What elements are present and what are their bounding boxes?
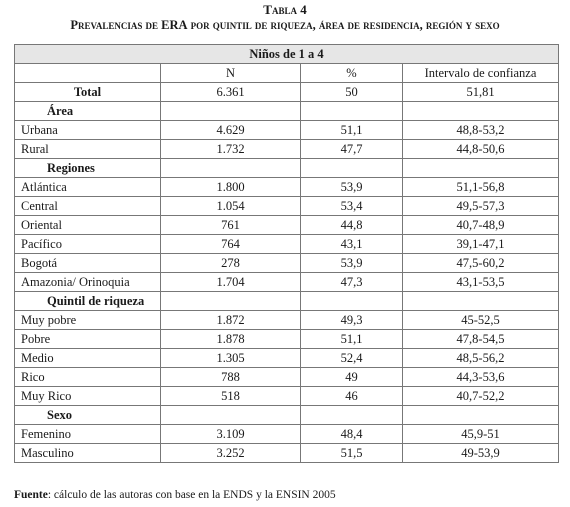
ci-cell: [403, 102, 559, 121]
group-header-row: [15, 45, 559, 64]
row-label-cell: Masculino: [15, 444, 161, 463]
row-label-cell: Pacífico: [15, 235, 161, 254]
percent-cell: 52,4: [301, 349, 403, 368]
table-row: [15, 444, 559, 463]
percent-cell: 47,7: [301, 140, 403, 159]
n-cell: 518: [161, 387, 301, 406]
section-header-row: [15, 406, 559, 425]
row-label-cell: Central: [15, 197, 161, 216]
percent-cell: 44,8: [301, 216, 403, 235]
ci-cell: [403, 292, 559, 311]
section-header-row: [15, 102, 559, 121]
ci-cell: 40,7-48,9: [403, 216, 559, 235]
group-header: Niños de 1 a 4: [15, 45, 559, 64]
column-header-empty: [15, 64, 161, 83]
ci-cell: [403, 406, 559, 425]
row-label-cell: Medio: [15, 349, 161, 368]
table-row: [15, 387, 559, 406]
ci-cell: 40,7-52,2: [403, 387, 559, 406]
n-cell: [161, 292, 301, 311]
source-note: [14, 489, 336, 501]
table-row: [15, 235, 559, 254]
ci-cell: 48,5-56,2: [403, 349, 559, 368]
percent-cell: 51,1: [301, 330, 403, 349]
source-label: Fuente: [14, 489, 48, 501]
n-cell: 6.361: [161, 83, 301, 102]
table-row: [15, 330, 559, 349]
row-label-cell: Amazonia/ Orinoquia: [15, 273, 161, 292]
n-cell: 1.800: [161, 178, 301, 197]
table-row: [15, 425, 559, 444]
table-row: [15, 368, 559, 387]
table-number: Tabla 4: [263, 2, 307, 17]
percent-cell: 53,9: [301, 178, 403, 197]
table-row: [15, 273, 559, 292]
row-label-cell: Área: [15, 102, 161, 121]
row-label-cell: Oriental: [15, 216, 161, 235]
n-cell: 1.878: [161, 330, 301, 349]
n-cell: 278: [161, 254, 301, 273]
n-cell: 3.252: [161, 444, 301, 463]
percent-cell: 53,9: [301, 254, 403, 273]
table-row: [15, 178, 559, 197]
percent-cell: 51,5: [301, 444, 403, 463]
row-label-cell: Quintil de riqueza: [15, 292, 161, 311]
row-label-cell: Regiones: [15, 159, 161, 178]
subtitle-part-c: por quintil de riqueza, área de residencia, región y sexo: [187, 18, 500, 32]
ci-cell: 51,81: [403, 83, 559, 102]
table-caption: [0, 3, 570, 33]
percent-cell: 50: [301, 83, 403, 102]
row-label-cell: Bogotá: [15, 254, 161, 273]
row-label-cell: Atlántica: [15, 178, 161, 197]
ci-cell: 45-52,5: [403, 311, 559, 330]
percent-cell: 43,1: [301, 235, 403, 254]
percent-cell: 53,4: [301, 197, 403, 216]
percent-cell: [301, 406, 403, 425]
percent-cell: 51,1: [301, 121, 403, 140]
ci-cell: [403, 159, 559, 178]
percent-cell: 47,3: [301, 273, 403, 292]
n-cell: 788: [161, 368, 301, 387]
percent-cell: 48,4: [301, 425, 403, 444]
percent-cell: [301, 159, 403, 178]
table-row: [15, 311, 559, 330]
percent-cell: 49,3: [301, 311, 403, 330]
n-cell: [161, 406, 301, 425]
section-header-row: [15, 292, 559, 311]
ci-cell: 43,1-53,5: [403, 273, 559, 292]
percent-cell: [301, 102, 403, 121]
percent-cell: 46: [301, 387, 403, 406]
column-header-percent: %: [301, 64, 403, 83]
subtitle-part-a: Prevalencias de: [70, 18, 162, 32]
n-cell: 1.872: [161, 311, 301, 330]
ci-cell: 45,9-51: [403, 425, 559, 444]
percent-cell: 49: [301, 368, 403, 387]
total-row: [15, 83, 559, 102]
row-label-cell: Sexo: [15, 406, 161, 425]
n-cell: 1.732: [161, 140, 301, 159]
ci-cell: 39,1-47,1: [403, 235, 559, 254]
ci-cell: 48,8-53,2: [403, 121, 559, 140]
row-label-cell: Urbana: [15, 121, 161, 140]
ci-cell: 49-53,9: [403, 444, 559, 463]
n-cell: 764: [161, 235, 301, 254]
n-cell: 761: [161, 216, 301, 235]
n-cell: 1.305: [161, 349, 301, 368]
row-label-cell: Muy Rico: [15, 387, 161, 406]
column-header-row: [15, 64, 559, 83]
ci-cell: 47,8-54,5: [403, 330, 559, 349]
table-row: [15, 121, 559, 140]
n-cell: [161, 159, 301, 178]
row-label-cell: Total: [15, 83, 161, 102]
n-cell: [161, 102, 301, 121]
row-label-cell: Muy pobre: [15, 311, 161, 330]
table-subtitle: [0, 18, 570, 33]
column-header-ci: Intervalo de confianza: [403, 64, 559, 83]
n-cell: 4.629: [161, 121, 301, 140]
row-label-cell: Femenino: [15, 425, 161, 444]
table-row: [15, 216, 559, 235]
table-row: [15, 197, 559, 216]
ci-cell: 47,5-60,2: [403, 254, 559, 273]
n-cell: 3.109: [161, 425, 301, 444]
n-cell: 1.054: [161, 197, 301, 216]
column-header-n: N: [161, 64, 301, 83]
ci-cell: 51,1-56,8: [403, 178, 559, 197]
prevalence-table: [14, 44, 559, 463]
table-row: [15, 254, 559, 273]
table-row: [15, 140, 559, 159]
n-cell: 1.704: [161, 273, 301, 292]
source-text: : cálculo de las autoras con base en la ENDS y la ENSIN 2005: [47, 489, 336, 501]
row-label-cell: Rural: [15, 140, 161, 159]
section-header-row: [15, 159, 559, 178]
ci-cell: 49,5-57,3: [403, 197, 559, 216]
ci-cell: 44,8-50,6: [403, 140, 559, 159]
row-label-cell: Pobre: [15, 330, 161, 349]
subtitle-part-b: ERA: [161, 18, 188, 32]
ci-cell: 44,3-53,6: [403, 368, 559, 387]
table-row: [15, 349, 559, 368]
row-label-cell: Rico: [15, 368, 161, 387]
percent-cell: [301, 292, 403, 311]
